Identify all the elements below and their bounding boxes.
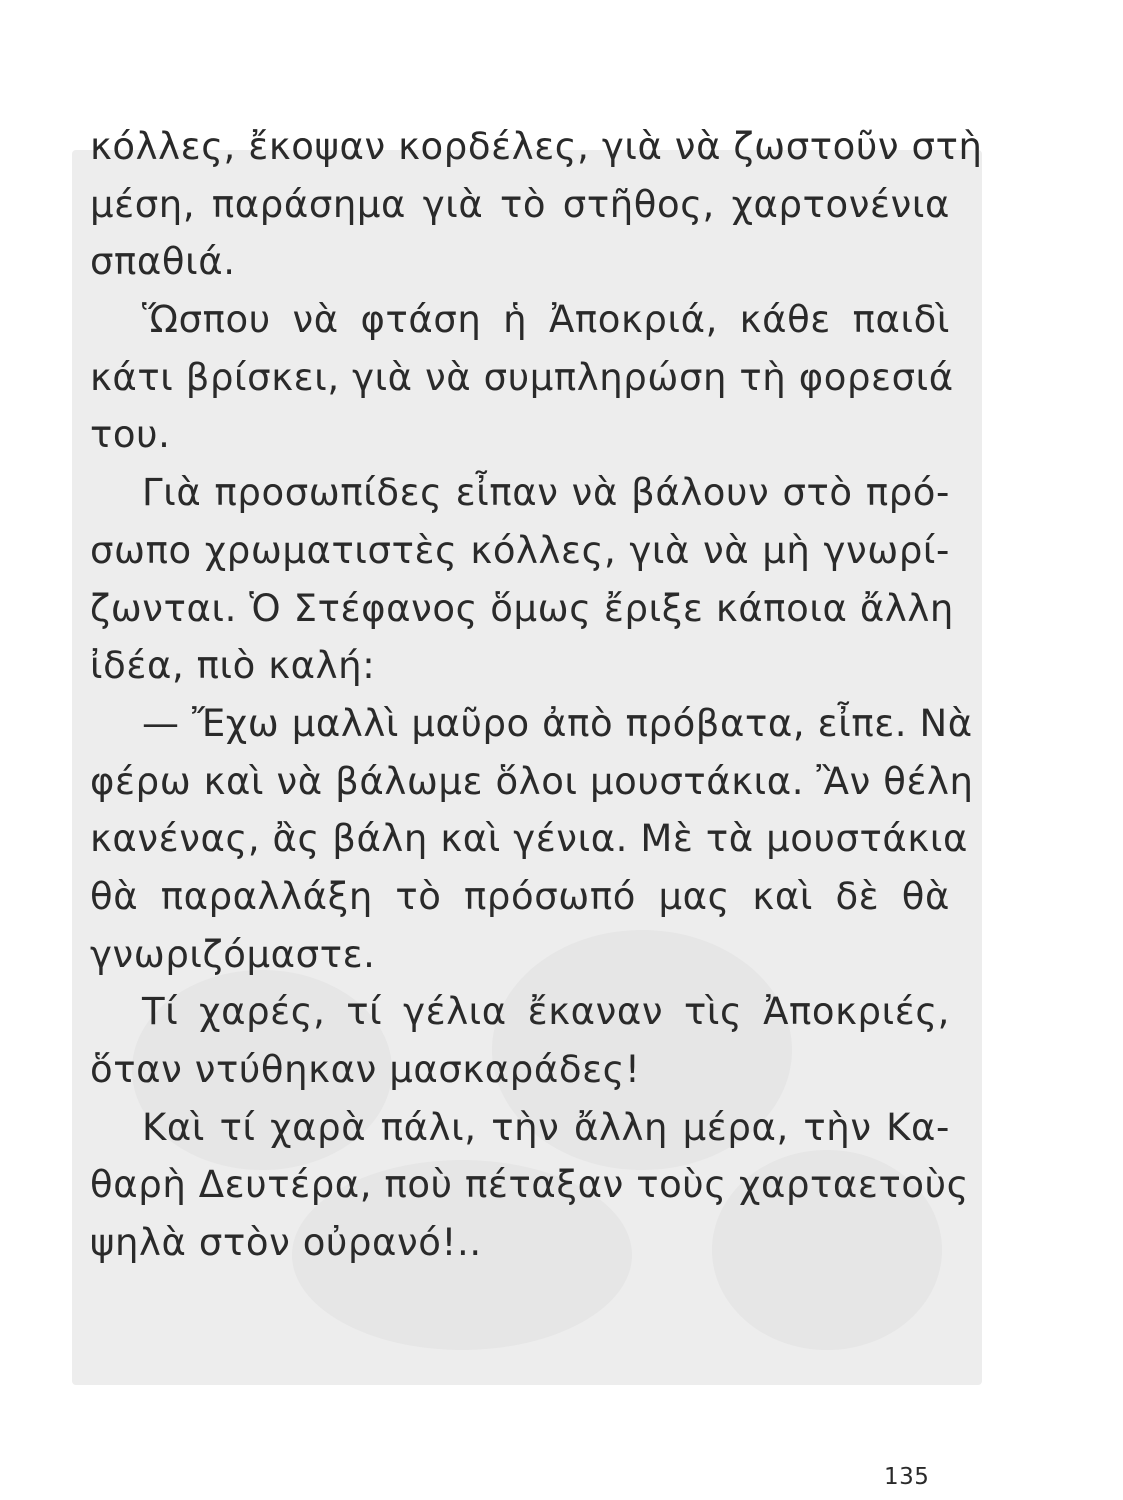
text-line: — Ἔχω μαλλὶ μαῦρο ἀπὸ πρόβατα, εἶπε. Νὰ	[142, 701, 973, 745]
text-line: θὰ παραλλάξη τὸ πρόσωπό μας καὶ δὲ θὰ	[90, 874, 950, 918]
text-line: ζωνται. Ὁ Στέφανος ὅμως ἔριξε κάποια ἄλλη	[90, 586, 954, 630]
page-number: 135	[884, 1464, 930, 1490]
text-line: Καὶ τί χαρὰ πάλι, τὴν ἄλλη μέρα, τὴν Κα-	[142, 1105, 950, 1149]
body-text	[90, 118, 983, 1272]
text-line: ψηλὰ στὸν οὐρανό!..	[90, 1221, 482, 1265]
text-line: κανένας, ἂς βάλη καὶ γένια. Μὲ τὰ μουστάκια	[90, 817, 968, 861]
text-line: σπαθιά.	[90, 240, 236, 284]
text-line: ἰδέα, πιὸ καλή:	[90, 644, 376, 688]
text-line: κόλλες, ἔκοψαν κορδέλες, γιὰ νὰ ζωστοῦν στὴ	[90, 125, 983, 168]
text-line: σωπο χρωματιστὲς κόλλες, γιὰ νὰ μὴ γνωρί-	[90, 528, 950, 572]
text-line: ὅταν ντύθηκαν μασκαράδες!	[90, 1048, 641, 1091]
text-line: Ὥσπου νὰ φτάση ἡ Ἀποκριά, κάθε παιδὶ	[142, 298, 950, 342]
text-line: Τί χαρές, τί γέλια ἔκαναν τὶς Ἀποκριές,	[142, 990, 950, 1034]
text-line: μέση, παράσημα γιὰ τὸ στῆθος, χαρτονένια	[90, 182, 950, 226]
text-line: του.	[90, 413, 171, 457]
text-line: κάτι βρίσκει, γιὰ νὰ συμπληρώση τὴ φορεσιά	[90, 355, 954, 399]
text-line: Γιὰ προσωπίδες εἶπαν νὰ βάλουν στὸ πρό-	[142, 471, 950, 515]
text-line: γνωριζόμαστε.	[90, 932, 376, 976]
text-line: φέρω καὶ νὰ βάλωμε ὅλοι μουστάκια. Ἂν θέλη	[90, 759, 974, 803]
text-line: θαρὴ Δευτέρα, ποὺ πέταξαν τοὺς χαρταετοὺς	[90, 1163, 969, 1207]
